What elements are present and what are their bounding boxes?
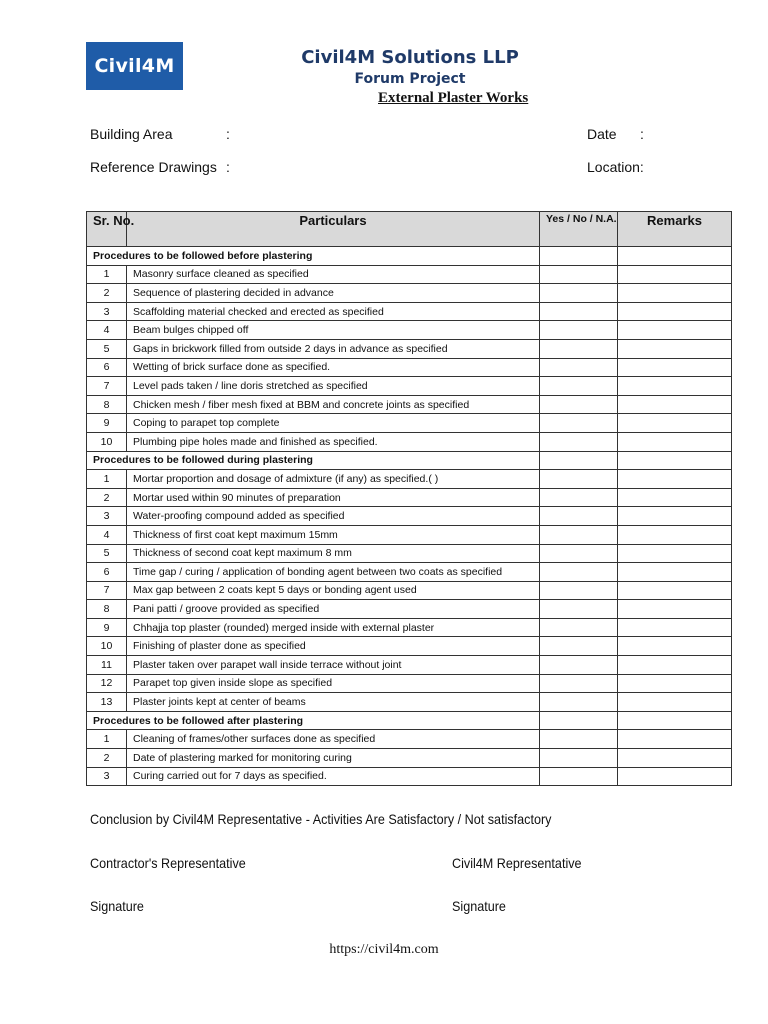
reference-drawings-label: Reference Drawings: [90, 159, 217, 175]
row-particular: Max gap between 2 coats kept 5 days or bonding agent used: [127, 581, 540, 600]
table-row: [87, 693, 732, 712]
row-number: 4: [87, 525, 127, 544]
row-number: 9: [87, 414, 127, 433]
table-row: [87, 414, 732, 433]
section-remarks-cell: [618, 711, 732, 730]
section-row: [87, 247, 732, 266]
yes-no-na-cell: [540, 507, 618, 526]
row-particular: Mortar used within 90 minutes of preparation: [127, 488, 540, 507]
remarks-cell: [618, 321, 732, 340]
remarks-cell: [618, 525, 732, 544]
row-particular: Pani patti / groove provided as specified: [127, 600, 540, 619]
yes-no-na-cell: [540, 470, 618, 489]
row-number: 7: [87, 377, 127, 396]
remarks-cell: [618, 432, 732, 451]
row-particular: Chicken mesh / fiber mesh fixed at BBM and concrete joints as specified: [127, 395, 540, 414]
section-remarks-cell: [618, 451, 732, 470]
header-particulars: Particulars: [127, 212, 540, 247]
row-particular: Level pads taken / line doris stretched as specified: [127, 377, 540, 396]
remarks-cell: [618, 284, 732, 303]
section-title: Procedures to be followed during plastering: [87, 451, 540, 470]
remarks-cell: [618, 377, 732, 396]
row-particular: Masonry surface cleaned as specified: [127, 265, 540, 284]
document-title: External Plaster Works: [378, 90, 529, 106]
remarks-cell: [618, 414, 732, 433]
remarks-cell: [618, 339, 732, 358]
table-row: [87, 656, 732, 675]
row-particular: Plumbing pipe holes made and finished as specified.: [127, 432, 540, 451]
yes-no-na-cell: [540, 432, 618, 451]
date-colon: :: [640, 126, 644, 142]
row-particular: Mortar proportion and dosage of admixture (if any) as specified.( ): [127, 470, 540, 489]
yes-no-na-cell: [540, 581, 618, 600]
table-row: [87, 767, 732, 786]
remarks-cell: [618, 618, 732, 637]
row-number: 7: [87, 581, 127, 600]
table-row: [87, 321, 732, 340]
row-number: 1: [87, 730, 127, 749]
row-particular: Coping to parapet top complete: [127, 414, 540, 433]
row-particular: Thickness of first coat kept maximum 15mm: [127, 525, 540, 544]
reference-drawings-colon: :: [226, 159, 230, 175]
row-number: 3: [87, 767, 127, 786]
row-particular: Water-proofing compound added as specified: [127, 507, 540, 526]
yes-no-na-cell: [540, 637, 618, 656]
remarks-cell: [618, 470, 732, 489]
yes-no-na-cell: [540, 339, 618, 358]
table-row: [87, 600, 732, 619]
row-particular: Date of plastering marked for monitoring curing: [127, 749, 540, 768]
row-number: 4: [87, 321, 127, 340]
row-number: 13: [87, 693, 127, 712]
yes-no-na-cell: [540, 302, 618, 321]
row-particular: Thickness of second coat kept maximum 8 mm: [127, 544, 540, 563]
yes-no-na-cell: [540, 749, 618, 768]
row-particular: Scaffolding material checked and erected as specified: [127, 302, 540, 321]
table-row: [87, 618, 732, 637]
row-particular: Wetting of brick surface done as specified.: [127, 358, 540, 377]
section-row: [87, 451, 732, 470]
yes-no-na-cell: [540, 414, 618, 433]
row-number: 6: [87, 563, 127, 582]
contractor-representative-label: Contractor's Representative: [90, 855, 246, 871]
row-number: 12: [87, 674, 127, 693]
table-row: [87, 302, 732, 321]
row-particular: Beam bulges chipped off: [127, 321, 540, 340]
row-number: 8: [87, 395, 127, 414]
signature-left-label: Signature: [90, 898, 144, 914]
row-number: 3: [87, 302, 127, 321]
section-yes-no-cell: [540, 451, 618, 470]
project-name: Forum Project: [354, 71, 466, 87]
table-row: [87, 284, 732, 303]
row-number: 10: [87, 432, 127, 451]
section-yes-no-cell: [540, 247, 618, 266]
company-name: Civil4M Solutions LLP: [301, 47, 519, 68]
row-number: 2: [87, 488, 127, 507]
row-number: 6: [87, 358, 127, 377]
remarks-cell: [618, 656, 732, 675]
yes-no-na-cell: [540, 358, 618, 377]
remarks-cell: [618, 302, 732, 321]
header-sr-no: Sr. No.: [87, 212, 127, 247]
table-row: [87, 544, 732, 563]
remarks-cell: [618, 693, 732, 712]
row-particular: Chhajja top plaster (rounded) merged inside with external plaster: [127, 618, 540, 637]
row-number: 1: [87, 265, 127, 284]
yes-no-na-cell: [540, 284, 618, 303]
yes-no-na-cell: [540, 656, 618, 675]
signature-right-label: Signature: [452, 898, 506, 914]
yes-no-na-cell: [540, 563, 618, 582]
table-row: [87, 432, 732, 451]
remarks-cell: [618, 544, 732, 563]
remarks-cell: [618, 674, 732, 693]
table-row: [87, 581, 732, 600]
remarks-cell: [618, 730, 732, 749]
section-yes-no-cell: [540, 711, 618, 730]
row-number: 5: [87, 339, 127, 358]
date-label: Date: [587, 126, 617, 142]
row-particular: Cleaning of frames/other surfaces done as specified: [127, 730, 540, 749]
header-remarks: Remarks: [618, 212, 732, 247]
yes-no-na-cell: [540, 395, 618, 414]
company-logo: [86, 42, 183, 90]
row-particular: Curing carried out for 7 days as specified.: [127, 767, 540, 786]
remarks-cell: [618, 265, 732, 284]
remarks-cell: [618, 581, 732, 600]
table-row: [87, 358, 732, 377]
section-row: [87, 711, 732, 730]
row-number: 3: [87, 507, 127, 526]
yes-no-na-cell: [540, 600, 618, 619]
table-row: [87, 377, 732, 396]
remarks-cell: [618, 637, 732, 656]
website-url: https://civil4m.com: [329, 942, 439, 957]
remarks-cell: [618, 358, 732, 377]
row-particular: Plaster joints kept at center of beams: [127, 693, 540, 712]
table-row: [87, 749, 732, 768]
table-row: [87, 339, 732, 358]
row-particular: Plaster taken over parapet wall inside terrace without joint: [127, 656, 540, 675]
table-header-row: [87, 212, 732, 247]
yes-no-na-cell: [540, 730, 618, 749]
row-number: 2: [87, 284, 127, 303]
checklist-body: [87, 247, 732, 786]
yes-no-na-cell: [540, 488, 618, 507]
remarks-cell: [618, 507, 732, 526]
section-title: Procedures to be followed after plastering: [87, 711, 540, 730]
civil4m-representative-label: Civil4M Representative: [452, 855, 582, 871]
table-row: [87, 637, 732, 656]
remarks-cell: [618, 749, 732, 768]
row-number: 10: [87, 637, 127, 656]
table-row: [87, 395, 732, 414]
remarks-cell: [618, 767, 732, 786]
row-particular: Gaps in brickwork filled from outside 2 days in advance as specified: [127, 339, 540, 358]
table-row: [87, 488, 732, 507]
building-area-label: Building Area: [90, 126, 173, 142]
conclusion-text: Conclusion by Civil4M Representative - Activities Are Satisfactory / Not satisfactory: [90, 811, 552, 827]
logo-text: Civil4M: [94, 55, 175, 77]
row-number: 11: [87, 656, 127, 675]
row-particular: Time gap / curing / application of bonding agent between two coats as specified: [127, 563, 540, 582]
building-area-colon: :: [226, 126, 230, 142]
checklist-table: [86, 211, 732, 786]
section-remarks-cell: [618, 247, 732, 266]
table-row: [87, 525, 732, 544]
remarks-cell: [618, 600, 732, 619]
remarks-cell: [618, 488, 732, 507]
table-row: [87, 265, 732, 284]
row-number: 2: [87, 749, 127, 768]
row-number: 1: [87, 470, 127, 489]
yes-no-na-cell: [540, 618, 618, 637]
remarks-cell: [618, 395, 732, 414]
yes-no-na-cell: [540, 674, 618, 693]
yes-no-na-cell: [540, 525, 618, 544]
yes-no-na-cell: [540, 544, 618, 563]
row-number: 5: [87, 544, 127, 563]
remarks-cell: [618, 563, 732, 582]
table-row: [87, 563, 732, 582]
row-particular: Sequence of plastering decided in advance: [127, 284, 540, 303]
row-particular: Finishing of plaster done as specified: [127, 637, 540, 656]
table-row: [87, 507, 732, 526]
table-row: [87, 730, 732, 749]
yes-no-na-cell: [540, 767, 618, 786]
table-row: [87, 674, 732, 693]
row-particular: Parapet top given inside slope as specified: [127, 674, 540, 693]
yes-no-na-cell: [540, 693, 618, 712]
section-title: Procedures to be followed before plastering: [87, 247, 540, 266]
yes-no-na-cell: [540, 321, 618, 340]
yes-no-na-cell: [540, 377, 618, 396]
row-number: 9: [87, 618, 127, 637]
table-row: [87, 470, 732, 489]
yes-no-na-cell: [540, 265, 618, 284]
row-number: 8: [87, 600, 127, 619]
location-label: Location:: [587, 159, 644, 175]
header-yes-no-na: Yes / No / N.A.: [540, 212, 618, 247]
